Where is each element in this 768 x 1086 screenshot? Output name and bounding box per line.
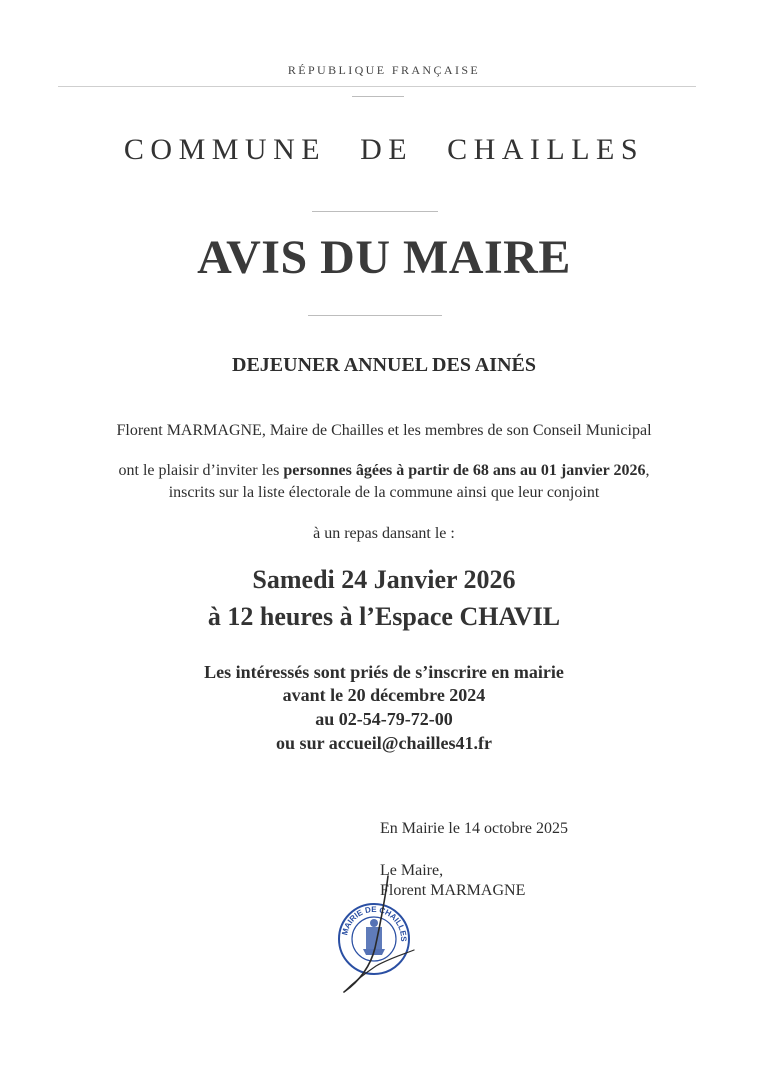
signature-place-date: En Mairie le 14 octobre 2025	[380, 820, 568, 837]
title-top-divider	[312, 211, 438, 212]
svg-text:MAIRIE DE CHAILLES: MAIRIE DE CHAILLES	[340, 904, 409, 942]
signature-name: Florent MARMAGNE	[380, 882, 526, 899]
invitation-line-2-suffix: ,	[645, 462, 650, 479]
invitation-line-4: à un repas dansant le :	[313, 525, 455, 542]
registration-email: ou sur accueil@chailles41.fr	[276, 733, 492, 753]
commune-name: COMMUNE DE CHAILLES	[123, 133, 645, 166]
invitation-line-2	[0, 462, 768, 480]
event-date: Samedi 24 Janvier 2026	[252, 565, 516, 594]
signature-role: Le Maire,	[380, 862, 444, 879]
registration-phone: au 02-54-79-72-00	[315, 709, 453, 729]
invitation-line-1: Florent MARMAGNE, Maire de Chailles et les membres de son Conseil Municipal	[116, 422, 652, 439]
page-title: AVIS DU MAIRE	[197, 231, 571, 284]
title-bottom-divider	[308, 315, 442, 316]
header-short-divider	[352, 96, 404, 97]
registration-line-1: Les intéressés sont priés de s’inscrire en mairie	[204, 662, 564, 682]
event-subtitle: DEJEUNER ANNUEL DES AINÉS	[232, 354, 536, 376]
republique-francaise-label: RÉPUBLIQUE FRANÇAISE	[287, 63, 481, 77]
handwritten-signature-icon	[330, 870, 440, 1000]
invitation-line-3: inscrits sur la liste électorale de la commune ainsi que leur conjoint	[168, 484, 600, 501]
header-divider	[58, 86, 696, 87]
invitation-line-2-bold: personnes âgées à partir de 68 ans au 01 janvier 2026	[283, 462, 646, 479]
invitation-line-2-prefix: ont le plaisir d’inviter les	[118, 462, 284, 479]
event-place: à 12 heures à l’Espace CHAVIL	[207, 602, 561, 631]
registration-line-2: avant le 20 décembre 2024	[282, 685, 486, 705]
